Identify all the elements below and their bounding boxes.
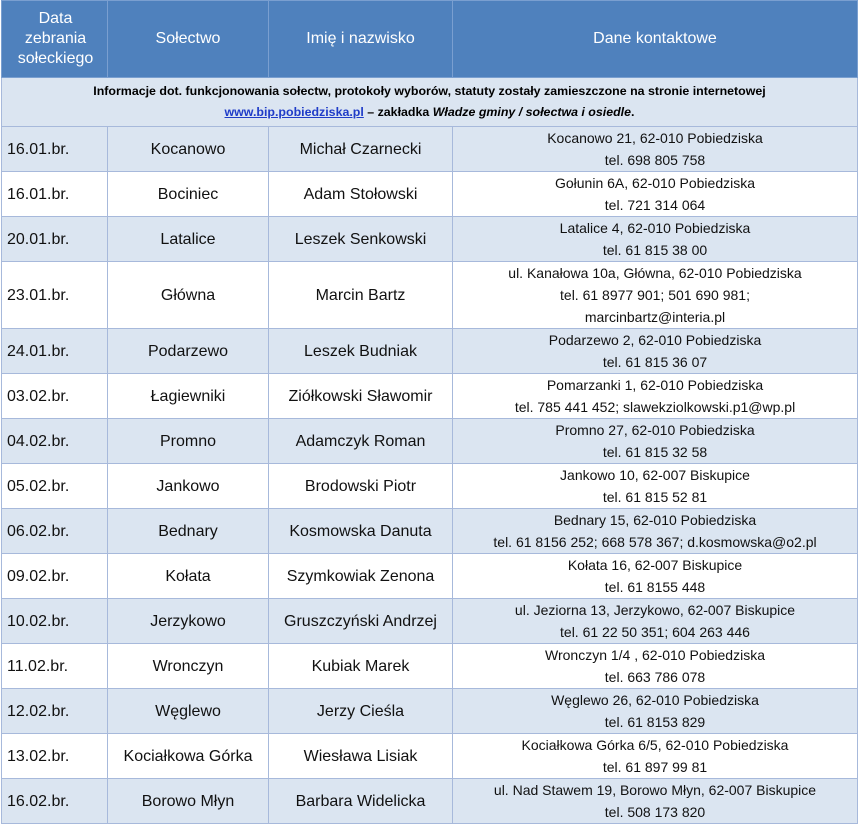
person-name: Jerzy Cieśla: [269, 689, 453, 734]
info-line2: [6, 102, 853, 123]
meeting-date: 16.01.br.: [2, 172, 108, 217]
person-name: Barbara Widelicka: [269, 779, 453, 824]
village-name: Jerzykowo: [108, 599, 269, 644]
table-row: [2, 172, 858, 217]
contact-line: tel. 61 8153 829: [604, 714, 706, 730]
meeting-date: 24.01.br.: [2, 329, 108, 374]
contact-line: ul. Kanałowa 10a, Główna, 62-010 Pobiedziska: [508, 265, 802, 281]
contact-details: [453, 734, 858, 779]
contact-details: [453, 599, 858, 644]
person-name: Leszek Senkowski: [269, 217, 453, 262]
info-end-text: .: [631, 105, 635, 119]
table-row: [2, 419, 858, 464]
person-name: Brodowski Piotr: [269, 464, 453, 509]
village-name: Łagiewniki: [108, 374, 269, 419]
contact-details: [453, 644, 858, 689]
meeting-date: 16.01.br.: [2, 127, 108, 172]
contact-line: Gołunin 6A, 62-010 Pobiedziska: [554, 175, 756, 191]
table-row: [2, 127, 858, 172]
contact-line: Kociałkowa Górka 6/5, 62-010 Pobiedziska: [521, 737, 789, 753]
contact-line: ul. Jeziorna 13, Jerzykowo, 62-007 Biskupice: [514, 602, 796, 618]
header-date-line: zebrania: [24, 30, 87, 47]
contact-line: tel. 61 8155 448: [604, 579, 706, 595]
table-row: [2, 262, 858, 329]
village-name: Latalice: [108, 217, 269, 262]
contact-line: Wronczyn 1/4 , 62-010 Pobiedziska: [545, 647, 765, 663]
person-name: Gruszczyński Andrzej: [269, 599, 453, 644]
meeting-date: 10.02.br.: [2, 599, 108, 644]
contact-line: ul. Nad Stawem 19, Borowo Młyn, 62-007 Biskupice: [493, 782, 817, 798]
contact-details: [453, 262, 858, 329]
info-mid-text: – zakładka: [363, 105, 433, 119]
contact-details: [453, 374, 858, 419]
contact-details: [453, 329, 858, 374]
person-name: Wiesława Lisiak: [269, 734, 453, 779]
contact-line: Latalice 4, 62-010 Pobiedziska: [559, 220, 751, 236]
contact-details: [453, 464, 858, 509]
person-name: Adam Stołowski: [269, 172, 453, 217]
meeting-date: 06.02.br.: [2, 509, 108, 554]
contact-line: Jankowo 10, 62-007 Biskupice: [560, 467, 750, 483]
contact-line: Węglewo 26, 62-010 Pobiedziska: [551, 692, 759, 708]
contact-details: [453, 172, 858, 217]
meeting-date: 12.02.br.: [2, 689, 108, 734]
contact-line: Kołata 16, 62-007 Biskupice: [567, 557, 743, 573]
contact-line: tel. 663 786 078: [604, 669, 706, 685]
village-name: Borowo Młyn: [108, 779, 269, 824]
table-row: [2, 217, 858, 262]
contact-details: [453, 509, 858, 554]
contact-line: tel. 61 815 52 81: [602, 489, 708, 505]
contact-line: Bednary 15, 62-010 Pobiedziska: [553, 512, 757, 528]
meeting-date: 20.01.br.: [2, 217, 108, 262]
table-row: [2, 464, 858, 509]
person-name: Szymkowiak Zenona: [269, 554, 453, 599]
table-row: [2, 374, 858, 419]
contact-line: tel. 61 8156 252; 668 578 367; d.kosmowska@o2.pl: [493, 534, 817, 550]
contact-details: [453, 217, 858, 262]
contact-line: tel. 61 815 36 07: [602, 354, 708, 370]
village-name: Główna: [108, 262, 269, 329]
contact-details: [453, 127, 858, 172]
contact-line: tel. 61 8977 901; 501 690 981;: [560, 287, 750, 303]
contact-details: [453, 554, 858, 599]
contact-line: tel. 61 815 38 00: [602, 242, 708, 258]
contact-details: [453, 689, 858, 734]
table-row: [2, 689, 858, 734]
header-contact: Dane kontaktowe: [453, 1, 858, 78]
contact-line: tel. 61 815 32 58: [602, 444, 708, 460]
village-name: Promno: [108, 419, 269, 464]
table-row: [2, 509, 858, 554]
contact-line: tel. 785 441 452; slawekziolkowski.p1@wp.pl: [514, 399, 796, 415]
info-row: [2, 78, 858, 127]
header-date-line: sołeckiego: [17, 50, 94, 67]
table-row: [2, 329, 858, 374]
person-name: Kubiak Marek: [269, 644, 453, 689]
meeting-date: 23.01.br.: [2, 262, 108, 329]
table-row: [2, 599, 858, 644]
contact-line: tel. 698 805 758: [604, 152, 706, 168]
table-row: [2, 644, 858, 689]
person-name: Adamczyk Roman: [269, 419, 453, 464]
person-name: Marcin Bartz: [269, 262, 453, 329]
contact-line: tel. 508 173 820: [604, 804, 706, 820]
header-date: [2, 1, 108, 78]
meeting-date: 04.02.br.: [2, 419, 108, 464]
village-name: Kocanowo: [108, 127, 269, 172]
village-name: Bociniec: [108, 172, 269, 217]
table-row: [2, 779, 858, 824]
header-village: Sołectwo: [108, 1, 269, 78]
info-italic-text: Władze gminy / sołectwa i osiedle: [432, 105, 632, 119]
contact-line: tel. 61 897 99 81: [602, 759, 708, 775]
info-cell: [2, 78, 858, 127]
contact-line: Kocanowo 21, 62-010 Pobiedziska: [547, 130, 763, 146]
contact-line: tel. 61 22 50 351; 604 263 446: [560, 624, 750, 640]
meeting-date: 13.02.br.: [2, 734, 108, 779]
meeting-date: 11.02.br.: [2, 644, 108, 689]
meeting-date: 05.02.br.: [2, 464, 108, 509]
contact-line: Podarzewo 2, 62-010 Pobiedziska: [548, 332, 762, 348]
table-row: [2, 554, 858, 599]
village-name: Kociałkowa Górka: [108, 734, 269, 779]
contact-line: Pomarzanki 1, 62-010 Pobiedziska: [546, 377, 764, 393]
village-name: Wronczyn: [108, 644, 269, 689]
meeting-date: 03.02.br.: [2, 374, 108, 419]
village-name: Podarzewo: [108, 329, 269, 374]
meeting-date: 16.02.br.: [2, 779, 108, 824]
village-name: Jankowo: [108, 464, 269, 509]
header-name: Imię i nazwisko: [269, 1, 453, 78]
contact-details: [453, 419, 858, 464]
header-date-line: Data: [38, 10, 73, 27]
contact-line: tel. 721 314 064: [604, 197, 706, 213]
table-header-row: [2, 1, 858, 78]
person-name: Leszek Budniak: [269, 329, 453, 374]
person-name: Michał Czarnecki: [269, 127, 453, 172]
meeting-date: 09.02.br.: [2, 554, 108, 599]
contact-line: Promno 27, 62-010 Pobiedziska: [555, 422, 755, 438]
bip-link[interactable]: www.bip.pobiedziska.pl: [224, 105, 364, 119]
village-name: Bednary: [108, 509, 269, 554]
info-text: Informacje dot. funkcjonowania sołectw, protokoły wyborów, statuty zostały zamieszczone na stronie internetowej: [93, 84, 766, 98]
meetings-table: [1, 0, 858, 824]
contact-details: [453, 779, 858, 824]
person-name: Ziółkowski Sławomir: [269, 374, 453, 419]
contact-line: marcinbartz@interia.pl: [584, 309, 726, 325]
village-name: Węglewo: [108, 689, 269, 734]
village-name: Kołata: [108, 554, 269, 599]
table-row: [2, 734, 858, 779]
person-name: Kosmowska Danuta: [269, 509, 453, 554]
